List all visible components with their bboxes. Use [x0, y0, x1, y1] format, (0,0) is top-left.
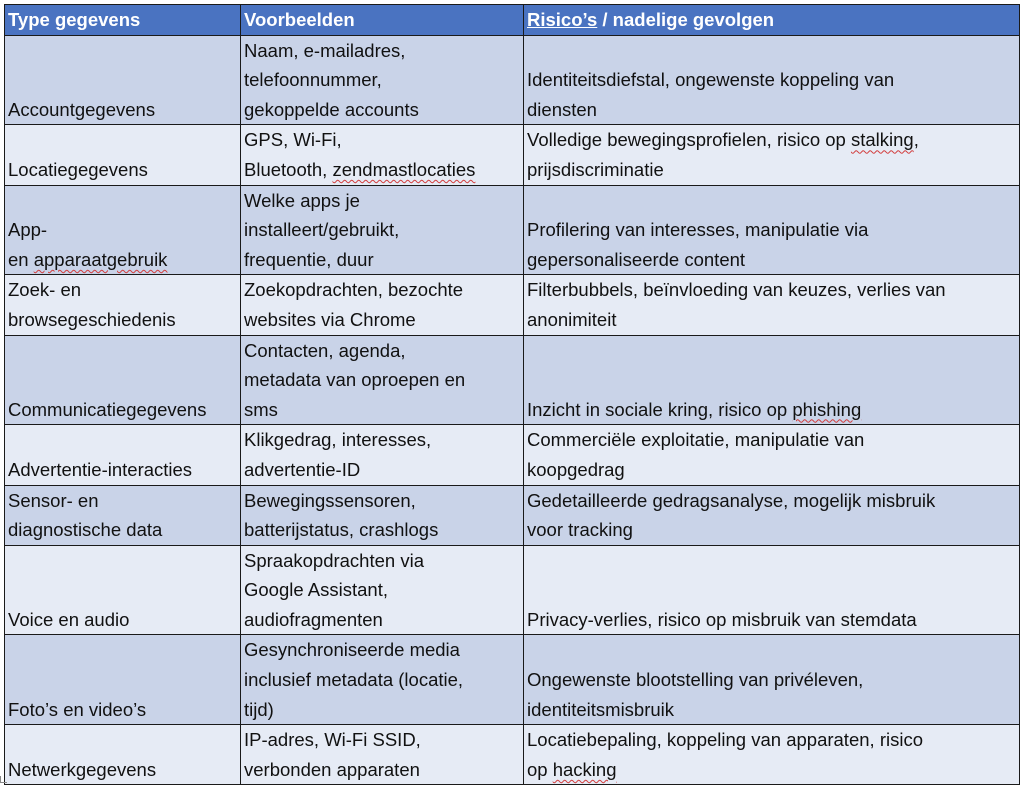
- cell-text: prijsdiscriminatie: [527, 158, 664, 180]
- cell-examples[interactable]: [241, 185, 524, 275]
- cell-type[interactable]: [5, 425, 241, 485]
- cell-text: App-: [8, 219, 48, 241]
- header-risks-underlined: Risico’s: [527, 9, 598, 30]
- cell-risks[interactable]: [524, 545, 1020, 635]
- cell-text: diensten: [527, 98, 597, 120]
- cell-type[interactable]: [5, 485, 241, 545]
- cell-text: gepersonaliseerde content: [527, 248, 746, 270]
- cell-risks[interactable]: [524, 725, 1020, 785]
- cell-text: Advertentie-interacties: [8, 458, 193, 480]
- cell-risks[interactable]: [524, 425, 1020, 485]
- header-type[interactable]: Type gegevens: [5, 5, 241, 36]
- cell-type[interactable]: [5, 335, 241, 425]
- cell-text: Naam, e-mailadres,: [244, 39, 406, 61]
- cell-type[interactable]: [5, 635, 241, 725]
- cell-text: diagnostische data: [8, 519, 163, 541]
- table-row: [5, 635, 1020, 725]
- table-row: [5, 425, 1020, 485]
- cell-text: IP-adres, Wi-Fi SSID,: [244, 729, 421, 751]
- cell-text: Google Assistant,: [244, 579, 388, 601]
- cell-examples[interactable]: [241, 35, 524, 125]
- page-corner-mark: [0, 776, 7, 783]
- cell-risks[interactable]: [524, 35, 1020, 125]
- cell-text: inclusief metadata (locatie,: [244, 669, 464, 691]
- cell-text: Sensor- en: [8, 489, 99, 511]
- table-row: [5, 485, 1020, 545]
- table-row: [5, 125, 1020, 185]
- cell-risks[interactable]: [524, 635, 1020, 725]
- cell-text: Filterbubbels, beïnvloeding van keuzes, verlies van: [527, 279, 946, 301]
- cell-text: advertentie-ID: [244, 458, 361, 480]
- cell-risks[interactable]: [524, 335, 1020, 425]
- cell-text: identiteitsmisbruik: [527, 698, 675, 720]
- cell-text: Foto’s en video’s: [8, 698, 147, 720]
- cell-text: GPS, Wi-Fi,: [244, 129, 342, 151]
- cell-text: browsegeschiedenis: [8, 308, 176, 330]
- table-header-row: [5, 5, 1020, 36]
- spellcheck-underline: hacking: [552, 758, 617, 780]
- cell-text: Locatiebepaling, koppeling van apparaten, risico: [527, 729, 923, 751]
- cell-examples[interactable]: [241, 275, 524, 335]
- cell-text: Klikgedrag, interesses,: [244, 429, 432, 451]
- cell-examples[interactable]: [241, 725, 524, 785]
- cell-examples[interactable]: [241, 485, 524, 545]
- cell-text: Inzicht in sociale kring, risico op phishing: [527, 398, 862, 420]
- cell-examples[interactable]: [241, 635, 524, 725]
- data-risk-table: [4, 4, 1020, 785]
- cell-text: Welke apps je: [244, 189, 360, 211]
- header-examples[interactable]: Voorbeelden: [241, 5, 524, 36]
- cell-type[interactable]: [5, 275, 241, 335]
- cell-text: gekoppelde accounts: [244, 98, 419, 120]
- table-row: [5, 35, 1020, 125]
- cell-text: Accountgegevens: [8, 98, 156, 120]
- cell-text: telefoonnummer,: [244, 69, 382, 91]
- cell-examples[interactable]: [241, 335, 524, 425]
- cell-text: Contacten, agenda,: [244, 339, 406, 361]
- table-row: [5, 725, 1020, 785]
- cell-text: metadata van oproepen en: [244, 369, 466, 391]
- cell-text: voor tracking: [527, 519, 633, 541]
- cell-type[interactable]: [5, 185, 241, 275]
- cell-text: Locatiegegevens: [8, 158, 148, 180]
- cell-text: Gesynchroniseerde media: [244, 639, 460, 661]
- cell-type[interactable]: [5, 125, 241, 185]
- cell-text: Spraakopdrachten via: [244, 549, 424, 571]
- cell-text: frequentie, duur: [244, 248, 374, 270]
- cell-text: Privacy-verlies, risico op misbruik van stemdata: [527, 608, 917, 630]
- cell-text: Voice en audio: [8, 608, 130, 630]
- cell-text: Gedetailleerde gedragsanalyse, mogelijk misbruik: [527, 489, 936, 511]
- cell-text: installeert/gebruikt,: [244, 219, 400, 241]
- cell-type[interactable]: [5, 725, 241, 785]
- cell-text: Bluetooth, zendmastlocaties: [244, 158, 476, 180]
- header-risks[interactable]: Risico’s / nadelige gevolgen: [524, 5, 1020, 36]
- cell-text: Netwerkgegevens: [8, 758, 157, 780]
- cell-text: Commerciële exploitatie, manipulatie van: [527, 429, 865, 451]
- table-row: [5, 275, 1020, 335]
- cell-text: Bewegingssensoren,: [244, 489, 416, 511]
- spellcheck-underline: zendmastlocaties: [332, 158, 476, 180]
- cell-text: op hacking: [527, 758, 617, 780]
- cell-text: anonimiteit: [527, 308, 617, 330]
- table-row: [5, 335, 1020, 425]
- cell-text: verbonden apparaten: [244, 758, 420, 780]
- spellcheck-underline: phishing: [792, 398, 862, 420]
- cell-risks[interactable]: [524, 275, 1020, 335]
- cell-text: batterijstatus, crashlogs: [244, 519, 439, 541]
- cell-text: sms: [244, 398, 278, 420]
- cell-text: en apparaatgebruik: [8, 248, 168, 270]
- cell-risks[interactable]: [524, 125, 1020, 185]
- cell-text: Volledige bewegingsprofielen, risico op stalking,: [527, 129, 919, 151]
- cell-text: Profilering van interesses, manipulatie via: [527, 219, 869, 241]
- cell-text: audiofragmenten: [244, 608, 383, 630]
- cell-examples[interactable]: [241, 125, 524, 185]
- cell-text: koopgedrag: [527, 458, 625, 480]
- cell-text: Identiteitsdiefstal, ongewenste koppeling van: [527, 69, 895, 91]
- cell-type[interactable]: [5, 35, 241, 125]
- cell-risks[interactable]: [524, 185, 1020, 275]
- cell-examples[interactable]: [241, 425, 524, 485]
- cell-text: Ongewenste blootstelling van privéleven,: [527, 669, 864, 691]
- cell-text: Zoek- en: [8, 279, 82, 301]
- spellcheck-underline: apparaatgebruik: [33, 248, 168, 270]
- cell-text: Communicatiegegevens: [8, 398, 207, 420]
- table-row: [5, 185, 1020, 275]
- cell-examples[interactable]: [241, 545, 524, 635]
- cell-risks[interactable]: [524, 485, 1020, 545]
- cell-type[interactable]: [5, 545, 241, 635]
- cell-text: tijd): [244, 698, 274, 720]
- cell-text: websites via Chrome: [244, 308, 416, 330]
- table-row: [5, 545, 1020, 635]
- cell-text: Zoekopdrachten, bezochte: [244, 279, 464, 301]
- spellcheck-underline: stalking: [850, 129, 914, 151]
